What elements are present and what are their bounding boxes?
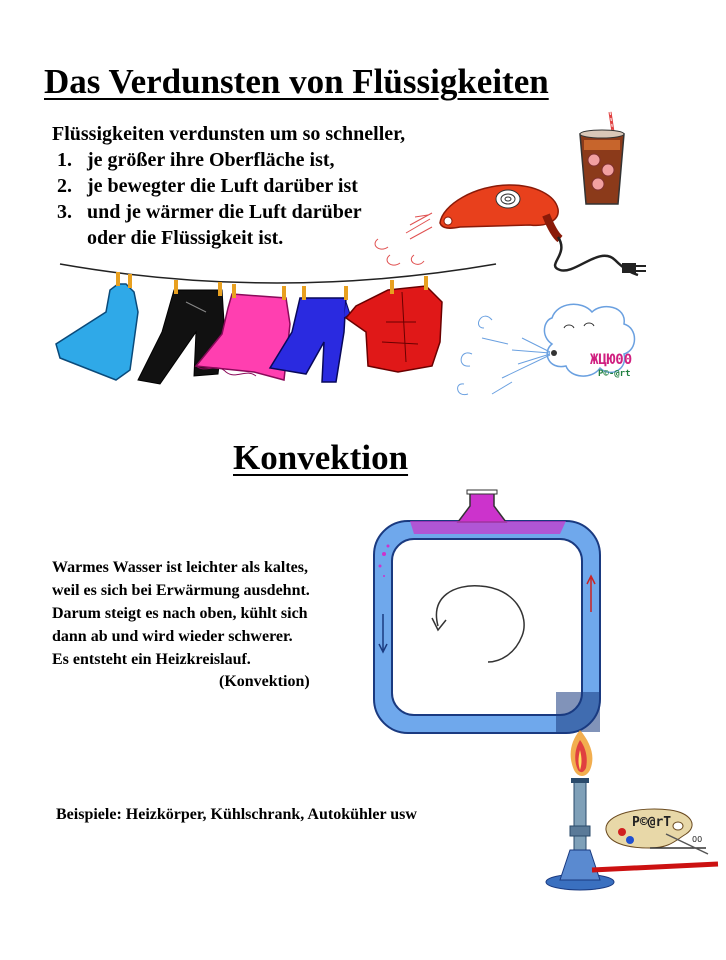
text-line: weil es sich bei Erwärmung ausdehnt. <box>52 582 310 599</box>
list-item <box>57 147 362 173</box>
page-title: Das Verdunsten von Flüssigkeiten <box>44 62 549 101</box>
text-line: Darum steigt es nach oben, kühlt sich <box>52 605 308 622</box>
convection-explanation <box>52 556 310 671</box>
text-line: Es entsteht ein Heizkreislauf. <box>52 651 251 668</box>
clothesline-illustration <box>46 262 498 392</box>
palette-logo-mark: 00 <box>692 835 703 844</box>
list-text: und je wärmer die Luft darüber <box>87 201 362 223</box>
convection-loop-diagram <box>370 486 606 742</box>
examples-text: Beispiele: Heizkörper, Kühlschrank, Autokühler usw <box>56 806 417 823</box>
list-continuation: oder die Flüssigkeit ist. <box>87 227 284 249</box>
logo-cloud-line1: ЖЦЮ00 <box>590 352 633 368</box>
list-number: 1. <box>57 149 72 171</box>
convection-note: (Konvektion) <box>219 673 310 690</box>
text-line: dann ab und wird wieder schwerer. <box>52 628 293 645</box>
text-line: Warmes Wasser ist leichter als kaltes, <box>52 559 308 576</box>
list-number: 2. <box>57 175 72 197</box>
list-number: 3. <box>57 201 72 223</box>
evaporation-factor-list <box>57 147 362 251</box>
evaporation-intro: Flüssigkeiten verdunsten um so schneller, <box>52 123 406 145</box>
palette-logo-icon <box>600 804 710 854</box>
list-item <box>57 173 362 199</box>
list-text: je bewegter die Luft darüber ist <box>87 175 358 197</box>
list-item <box>57 199 362 225</box>
palette-logo-text: P©@rT <box>632 815 672 830</box>
blowing-cloud-icon <box>452 298 652 406</box>
section-title-convection: Konvektion <box>233 438 409 477</box>
list-text: je größer ihre Oberfläche ist, <box>87 149 335 171</box>
logo-cloud-line2: P©-@rt <box>598 369 631 379</box>
